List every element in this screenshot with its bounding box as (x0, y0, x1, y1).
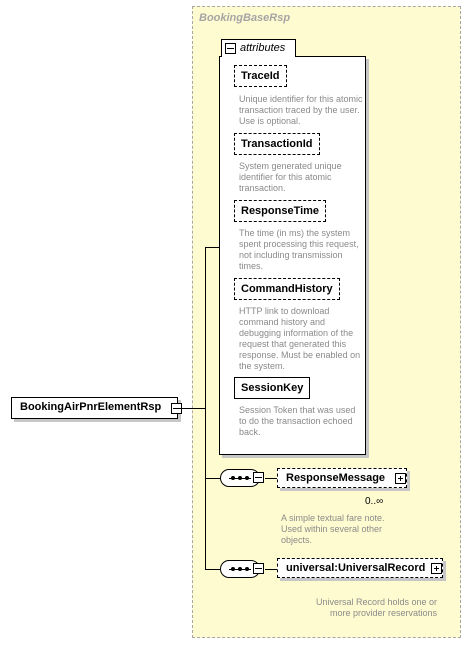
root-element-label: BookingAirPnrElementRsp (20, 401, 162, 413)
attribute-responsetime[interactable]: ResponseTime (234, 200, 326, 222)
sequence-icon (229, 569, 251, 570)
attribute-transactionid[interactable]: TransactionId (234, 133, 320, 155)
child-element-responsemessage[interactable] (277, 468, 407, 488)
connector-line (205, 247, 220, 248)
attribute-traceid[interactable]: TraceId (234, 65, 287, 87)
collapse-icon[interactable] (253, 563, 264, 574)
attributes-label: attributes (240, 42, 286, 54)
collapse-icon[interactable] (225, 43, 236, 54)
attribute-description: The time (in ms) the system spent processing this request, not including transmission times. (239, 228, 359, 271)
child-element-label: ResponseMessage (286, 472, 386, 484)
connector-line (265, 569, 277, 570)
sequence-icon (229, 478, 251, 479)
connector-line (205, 478, 220, 479)
connector-line (180, 408, 205, 409)
connector-line (205, 247, 206, 570)
attribute-description: Unique identifier for this atomic transaction traced by the user. Use is optional. (239, 94, 363, 126)
root-element[interactable] (11, 397, 178, 419)
collapse-icon[interactable] (253, 472, 264, 483)
attributes-tab[interactable] (221, 39, 296, 57)
connector-line (205, 569, 220, 570)
child-element-description: Universal Record holds one or more provider reservations (315, 597, 437, 618)
child-element-description: A simple textual fare note. Used within several other objects. (281, 513, 385, 545)
child-element-universalrecord[interactable] (277, 558, 443, 578)
attribute-description: System generated unique identifier for this atomic transaction. (239, 161, 342, 193)
child-element-label: universal:UniversalRecord (286, 562, 426, 574)
expand-icon[interactable] (431, 563, 442, 574)
attribute-sessionkey[interactable]: SessionKey (234, 377, 310, 399)
attribute-commandhistory[interactable]: CommandHistory (234, 278, 340, 300)
complex-type-title: BookingBaseRsp (199, 12, 291, 24)
expand-icon[interactable] (395, 473, 406, 484)
cardinality-label: 0..∞ (365, 496, 384, 507)
attribute-description: HTTP link to download command history and debugging information of the request that generated this response. Must be enabled on the system. (239, 306, 361, 371)
attribute-description: Session Token that was used to do the transaction echoed back. (239, 405, 356, 437)
connector-line (265, 478, 277, 479)
